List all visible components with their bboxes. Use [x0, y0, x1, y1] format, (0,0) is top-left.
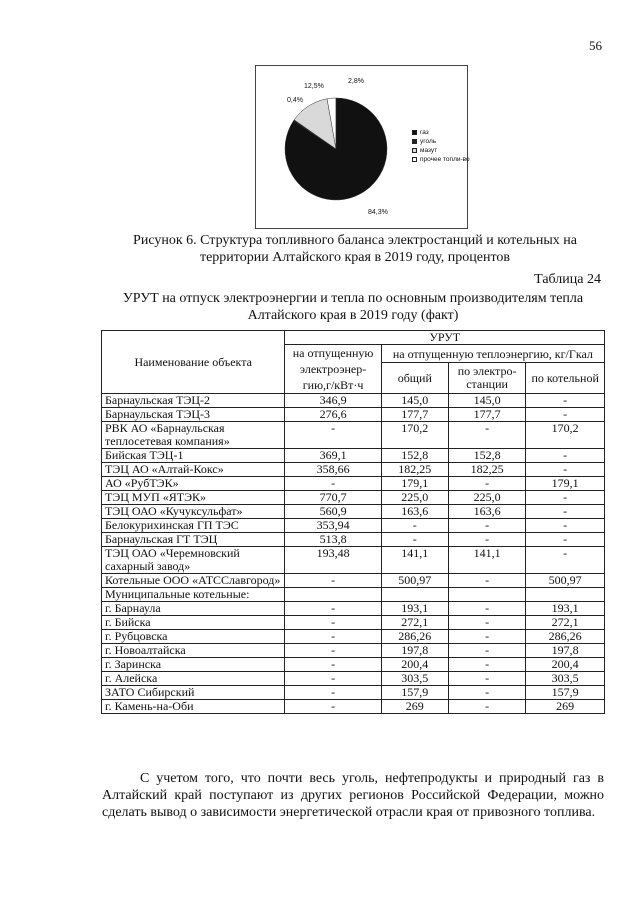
- cell-electric: -: [285, 574, 381, 588]
- cell-stations: 163,6: [448, 505, 526, 519]
- table-row: [102, 463, 605, 477]
- cell-boilers: -: [526, 408, 605, 422]
- table-row: [102, 686, 605, 700]
- table-row: [102, 644, 605, 658]
- cell-stations: 177,7: [448, 408, 526, 422]
- cell-boilers: -: [526, 519, 605, 533]
- cell-stations: -: [448, 616, 526, 630]
- header-heat: на отпущенную теплоэнергию, кг/Гкал: [381, 345, 604, 363]
- header-stations: по электро-станции: [448, 363, 526, 394]
- cell-total: 225,0: [381, 491, 448, 505]
- cell-electric: -: [285, 602, 381, 616]
- legend-label: прочее топли-во: [420, 156, 470, 163]
- empty-cell: [381, 588, 448, 602]
- cell-boilers: -: [526, 449, 605, 463]
- cell-name: г. Бийска: [102, 616, 285, 630]
- table-row: [102, 408, 605, 422]
- empty-cell: [448, 588, 526, 602]
- cell-total: 179,1: [381, 477, 448, 491]
- table-label: Таблица 24: [534, 272, 601, 287]
- pie-label-2: 12,5%: [304, 83, 324, 90]
- table-body: [102, 394, 605, 714]
- cell-electric: 369,1: [285, 449, 381, 463]
- cell-boilers: 286,26: [526, 630, 605, 644]
- legend-item: [412, 155, 470, 164]
- cell-name: ТЭЦ ОАО «Черемновский сахарный завод»: [102, 547, 285, 574]
- table-row: [102, 477, 605, 491]
- figure-caption: Рисунок 6. Структура топливного баланса электростанций и котельных на территории Алтайского края в 2019 году, процентов: [133, 233, 577, 265]
- cell-electric: -: [285, 672, 381, 686]
- body-paragraph: С учетом того, что почти весь уголь, нефтепродукты и природный газ в Алтайский край поступают из других регионов Российской Федерации, можно сделать вывод о зависимости энергетической отрасли края от привозного топлива.: [102, 771, 604, 820]
- cell-stations: -: [448, 686, 526, 700]
- cell-total: 163,6: [381, 505, 448, 519]
- cell-name: ТЭЦ МУП «ЯТЭК»: [102, 491, 285, 505]
- cell-electric: -: [285, 658, 381, 672]
- cell-stations: -: [448, 574, 526, 588]
- cell-name: г. Барнаула: [102, 602, 285, 616]
- cell-electric: 353,94: [285, 519, 381, 533]
- legend-label: мазут: [420, 147, 438, 154]
- cell-stations: -: [448, 658, 526, 672]
- cell-total: 177,7: [381, 408, 448, 422]
- cell-total: -: [381, 519, 448, 533]
- cell-stations: 145,0: [448, 394, 526, 408]
- cell-stations: 182,25: [448, 463, 526, 477]
- page-number: 56: [589, 38, 602, 53]
- cell-stations: -: [448, 422, 526, 449]
- cell-boilers: 197,8: [526, 644, 605, 658]
- cell-boilers: 200,4: [526, 658, 605, 672]
- cell-stations: 225,0: [448, 491, 526, 505]
- table-row: [102, 449, 605, 463]
- cell-electric: 513,8: [285, 533, 381, 547]
- cell-boilers: -: [526, 394, 605, 408]
- cell-electric: -: [285, 630, 381, 644]
- legend-item: [412, 146, 470, 155]
- header-name: Наименование объекта: [102, 331, 285, 394]
- cell-total: 157,9: [381, 686, 448, 700]
- cell-name: ТЭЦ ОАО «Кучуксульфат»: [102, 505, 285, 519]
- legend-swatch: [412, 148, 417, 153]
- pie-label-1: 0,4%: [287, 97, 303, 104]
- municipal-label: Муниципальные котельные:: [102, 588, 285, 602]
- table-row: [102, 533, 605, 547]
- cell-name: г. Алейска: [102, 672, 285, 686]
- cell-boilers: -: [526, 533, 605, 547]
- cell-total: 141,1: [381, 547, 448, 574]
- cell-stations: -: [448, 533, 526, 547]
- cell-stations: -: [448, 630, 526, 644]
- cell-electric: -: [285, 477, 381, 491]
- cell-boilers: 272,1: [526, 616, 605, 630]
- cell-stations: -: [448, 477, 526, 491]
- cell-boilers: -: [526, 463, 605, 477]
- cell-total: 272,1: [381, 616, 448, 630]
- legend-swatch: [412, 139, 417, 144]
- legend-swatch: [412, 157, 417, 162]
- header-electric: на отпущенную электроэнер-гию,г/кВт·ч: [285, 345, 381, 394]
- cell-stations: 141,1: [448, 547, 526, 574]
- cell-electric: 770,7: [285, 491, 381, 505]
- cell-total: 182,25: [381, 463, 448, 477]
- cell-name: Белокурихинская ГП ТЭС: [102, 519, 285, 533]
- table-row: [102, 700, 605, 714]
- header-boilers: по котельной: [526, 363, 605, 394]
- cell-boilers: 170,2: [526, 422, 605, 449]
- cell-electric: 193,48: [285, 547, 381, 574]
- cell-name: ТЭЦ АО «Алтай-Кокс»: [102, 463, 285, 477]
- cell-total: 170,2: [381, 422, 448, 449]
- cell-boilers: 193,1: [526, 602, 605, 616]
- cell-boilers: -: [526, 547, 605, 574]
- legend-label: уголь: [420, 138, 437, 145]
- cell-boilers: -: [526, 491, 605, 505]
- legend-label: газ: [420, 129, 429, 136]
- pie-label-3: 2,8%: [348, 78, 364, 85]
- table-row: [102, 394, 605, 408]
- cell-name: РВК АО «Барнаульская теплосетевая компания»: [102, 422, 285, 449]
- cell-boilers: 179,1: [526, 477, 605, 491]
- cell-electric: 560,9: [285, 505, 381, 519]
- legend-swatch: [412, 130, 417, 135]
- table-row: [102, 658, 605, 672]
- cell-electric: -: [285, 422, 381, 449]
- table-row: [102, 630, 605, 644]
- cell-total: 286,26: [381, 630, 448, 644]
- cell-electric: 346,9: [285, 394, 381, 408]
- cell-stations: -: [448, 672, 526, 686]
- cell-boilers: 500,97: [526, 574, 605, 588]
- cell-name: г. Камень-на-Оби: [102, 700, 285, 714]
- cell-electric: -: [285, 644, 381, 658]
- cell-electric: 358,66: [285, 463, 381, 477]
- cell-total: 197,8: [381, 644, 448, 658]
- cell-name: Барнаульская ТЭЦ-2: [102, 394, 285, 408]
- cell-stations: 152,8: [448, 449, 526, 463]
- cell-total: -: [381, 533, 448, 547]
- cell-total: 303,5: [381, 672, 448, 686]
- table-row: [102, 505, 605, 519]
- cell-electric: -: [285, 616, 381, 630]
- header-total: общий: [381, 363, 448, 394]
- table-row: [102, 519, 605, 533]
- cell-name: Барнаульская ТЭЦ-3: [102, 408, 285, 422]
- pie-chart: [255, 65, 468, 229]
- cell-electric: 276,6: [285, 408, 381, 422]
- cell-total: 193,1: [381, 602, 448, 616]
- cell-boilers: 269: [526, 700, 605, 714]
- table-row: [102, 602, 605, 616]
- empty-cell: [526, 588, 605, 602]
- cell-total: 500,97: [381, 574, 448, 588]
- table-row: [102, 491, 605, 505]
- cell-name: г. Новоалтайска: [102, 644, 285, 658]
- cell-total: 269: [381, 700, 448, 714]
- table-row: [102, 422, 605, 449]
- cell-stations: -: [448, 644, 526, 658]
- urut-table: [101, 330, 605, 714]
- table-row: [102, 547, 605, 574]
- table-title: УРУТ на отпуск электроэнергии и тепла по основным производителям тепла Алтайского края в 2019 году (факт): [122, 291, 584, 323]
- empty-cell: [285, 588, 381, 602]
- cell-boilers: 303,5: [526, 672, 605, 686]
- cell-boilers: -: [526, 505, 605, 519]
- cell-total: 145,0: [381, 394, 448, 408]
- cell-total: 152,8: [381, 449, 448, 463]
- cell-name: АО «РубТЭК»: [102, 477, 285, 491]
- cell-total: 200,4: [381, 658, 448, 672]
- cell-stations: -: [448, 602, 526, 616]
- header-urut: УРУТ: [285, 331, 605, 345]
- legend-item: [412, 137, 470, 146]
- cell-name: Котельные ООО «АТССлавгород»: [102, 574, 285, 588]
- cell-boilers: 157,9: [526, 686, 605, 700]
- table-row: [102, 672, 605, 686]
- pie-label-0: 84,3%: [368, 209, 388, 216]
- municipal-header-row: [102, 588, 605, 602]
- cell-stations: -: [448, 519, 526, 533]
- legend-item: [412, 128, 470, 137]
- table-row: [102, 616, 605, 630]
- cell-name: г. Заринска: [102, 658, 285, 672]
- cell-name: ЗАТО Сибирский: [102, 686, 285, 700]
- chart-legend: [412, 128, 470, 164]
- cell-electric: -: [285, 700, 381, 714]
- cell-name: Бийская ТЭЦ-1: [102, 449, 285, 463]
- cell-electric: -: [285, 686, 381, 700]
- cell-name: г. Рубцовска: [102, 630, 285, 644]
- table-row: [102, 574, 605, 588]
- cell-stations: -: [448, 700, 526, 714]
- cell-name: Барнаульская ГТ ТЭЦ: [102, 533, 285, 547]
